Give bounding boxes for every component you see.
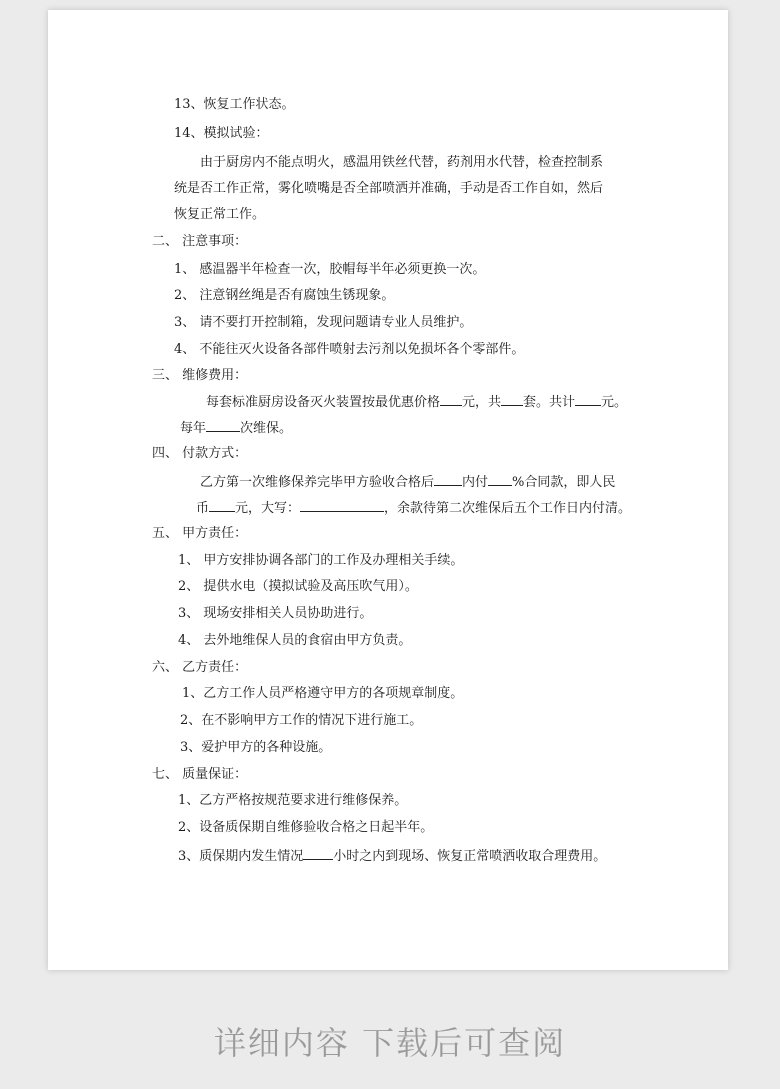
fee-text-3: 套。共计 (523, 395, 576, 410)
payment-text-4: 币 (196, 501, 210, 516)
section-3-line-2 (180, 419, 292, 437)
quality-hours-blank[interactable] (303, 847, 333, 860)
fee-times-blank[interactable] (206, 419, 240, 432)
section-5-item-2: 2、 提供水电（摸拟试验及高压吹气用）。 (178, 579, 418, 594)
payment-amount-blank[interactable] (209, 499, 235, 512)
fee-text-2: 元，共 (462, 395, 502, 410)
section-7-heading: 七、 质量保证： (152, 767, 248, 782)
payment-text-6: ，余款待第二次维保后五个工作日内付清。 (384, 501, 632, 516)
section-6-item-3: 3、爱护甲方的各种设施。 (180, 740, 332, 755)
section-5-item-3: 3、 现场安排相关人员协助进行。 (178, 606, 373, 621)
section-4-line-1 (200, 473, 615, 491)
section-6-item-2: 2、在不影响甲方工作的情况下进行施工。 (180, 713, 423, 728)
section-4-heading: 四、 付款方式： (152, 446, 248, 461)
fee-text-6: 次维保。 (240, 421, 293, 436)
section-7-item-2: 2、设备质保期自维修验收合格之日起半年。 (178, 820, 434, 835)
section-5-item-4: 4、 去外地维保人员的食宿由甲方负责。 (178, 633, 412, 648)
fee-text-5: 每年 (180, 421, 207, 436)
payment-days-blank[interactable] (434, 473, 462, 486)
payment-text-1: 乙方第一次维修保养完毕甲方验收合格后 (200, 475, 435, 490)
section-4-line-2 (196, 499, 631, 517)
section-7-item-1: 1、乙方严格按规范要求进行维修保养。 (178, 793, 408, 808)
fee-sets-blank[interactable] (501, 393, 523, 406)
payment-text-3: %合同款，即人民 (512, 475, 616, 490)
quality-text-1: 3、质保期内发生情况 (178, 849, 304, 864)
section-2-item-3: 3、 请不要打开控制箱，发现问题请专业人员维护。 (174, 315, 473, 330)
section-2-item-4: 4、 不能往灭火设备各部件喷射去污剂以免损坏各个零部件。 (174, 342, 525, 357)
section-2-heading: 二、 注意事项： (152, 234, 248, 249)
section-7-item-3 (178, 847, 606, 865)
fee-price-blank[interactable] (440, 393, 462, 406)
quality-text-2: 小时之内到现场、恢复正常喷洒收取合理费用。 (333, 849, 607, 864)
paragraph-line-1: 由于厨房内不能点明火，感温用铁丝代替，药剂用水代替，检查控制系 (200, 155, 604, 170)
section-3-heading: 三、 维修费用： (152, 368, 248, 383)
payment-text-5: 元，大写： (235, 501, 301, 516)
section-5-heading: 五、 甲方责任： (152, 526, 248, 541)
paragraph-line-2: 统是否工作正常，雾化喷嘴是否全部喷洒并准确，手动是否工作自如，然后 (174, 181, 604, 196)
section-6-heading: 六、 乙方责任： (152, 660, 248, 675)
paragraph-line-3: 恢复正常工作。 (174, 207, 266, 222)
fee-text-4: 元。 (601, 395, 628, 410)
item-14: 14、模拟试验： (174, 126, 269, 141)
section-3-line-1 (206, 393, 627, 411)
payment-percent-blank[interactable] (488, 473, 512, 486)
section-2-item-1: 1、 感温器半年检查一次，胶帽每半年必须更换一次。 (174, 262, 486, 277)
download-hint: 详细内容 下载后可查阅 (213, 1024, 567, 1062)
section-6-item-1: 1、乙方工作人员严格遵守甲方的各项规章制度。 (182, 686, 464, 701)
item-13: 13、恢复工作状态。 (174, 97, 295, 112)
payment-capital-blank[interactable] (300, 499, 384, 512)
fee-total-blank[interactable] (575, 393, 601, 406)
fee-text-1: 每套标准厨房设备灭火装置按最优惠价格 (206, 395, 441, 410)
section-5-item-1: 1、 甲方安排协调各部门的工作及办理相关手续。 (178, 553, 464, 568)
payment-text-2: 内付 (462, 475, 489, 490)
section-2-item-2: 2、 注意钢丝绳是否有腐蚀生锈现象。 (174, 288, 395, 303)
